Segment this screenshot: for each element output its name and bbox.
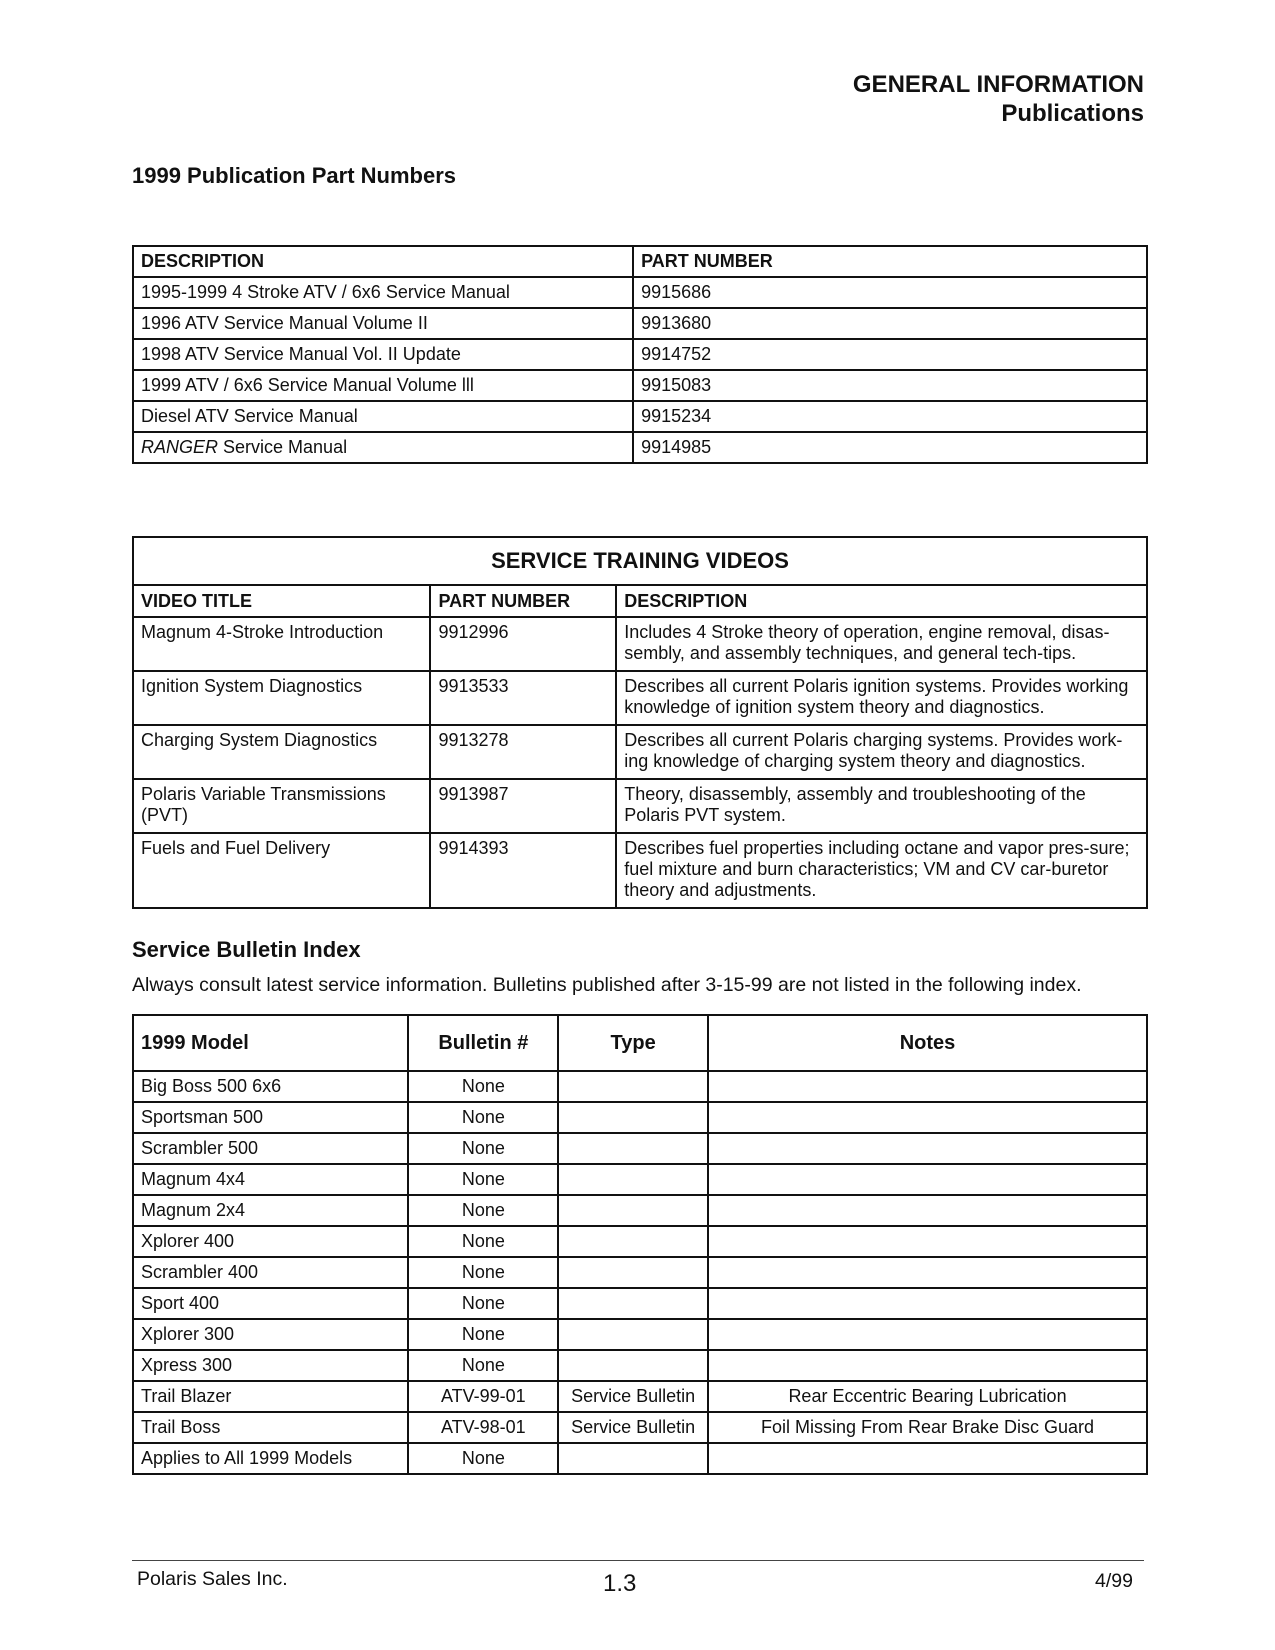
column-header-notes: Notes <box>708 1015 1147 1071</box>
video-part-number: 9913987 <box>430 779 616 833</box>
table-row <box>133 1412 1147 1443</box>
table-row <box>133 833 1147 908</box>
bulletin-number: None <box>408 1164 558 1195</box>
video-title: Charging System Diagnostics <box>133 725 430 779</box>
table-row <box>133 308 1147 339</box>
bulletin-type <box>558 1102 708 1133</box>
bulletin-model: Scrambler 400 <box>133 1257 408 1288</box>
publication-part-number: 9914752 <box>633 339 1147 370</box>
service-training-videos-table <box>132 536 1148 909</box>
bulletin-number: None <box>408 1319 558 1350</box>
video-title: Fuels and Fuel Delivery <box>133 833 430 908</box>
video-title: Polaris Variable Transmissions (PVT) <box>133 779 430 833</box>
table-row <box>133 1195 1147 1226</box>
column-header-part-number: PART NUMBER <box>633 246 1147 277</box>
table-row <box>133 432 1147 463</box>
video-description: Describes all current Polaris charging systems. Provides work-ing knowledge of charging system theory and diagnostics. <box>616 725 1147 779</box>
table-row <box>133 1164 1147 1195</box>
bulletin-number: None <box>408 1071 558 1102</box>
bulletin-model: Scrambler 500 <box>133 1133 408 1164</box>
bulletin-notes <box>708 1164 1147 1195</box>
column-header-part-number: PART NUMBER <box>430 585 616 617</box>
table-row <box>133 277 1147 308</box>
header-subtitle: Publications <box>1001 100 1144 127</box>
table-row <box>133 339 1147 370</box>
bulletin-model: Sport 400 <box>133 1288 408 1319</box>
video-description: Describes all current Polaris ignition systems. Provides working knowledge of ignition system theory and diagnostics. <box>616 671 1147 725</box>
table-row <box>133 617 1147 671</box>
table-row <box>133 1226 1147 1257</box>
table-row <box>133 1319 1147 1350</box>
table-row <box>133 1071 1147 1102</box>
bulletin-type <box>558 1071 708 1102</box>
table-header-row <box>133 246 1147 277</box>
publication-description: Diesel ATV Service Manual <box>133 401 633 432</box>
video-description: Theory, disassembly, assembly and troubleshooting of the Polaris PVT system. <box>616 779 1147 833</box>
bulletin-notes <box>708 1350 1147 1381</box>
bulletin-type <box>558 1350 708 1381</box>
bulletin-number: None <box>408 1102 558 1133</box>
bulletin-type <box>558 1257 708 1288</box>
bulletin-model: Magnum 2x4 <box>133 1195 408 1226</box>
bulletin-notes <box>708 1226 1147 1257</box>
footer-divider <box>132 1560 1144 1561</box>
publication-part-number: 9915686 <box>633 277 1147 308</box>
publication-part-number: 9913680 <box>633 308 1147 339</box>
column-header-description: DESCRIPTION <box>133 246 633 277</box>
video-description: Includes 4 Stroke theory of operation, engine removal, disas-sembly, and assembly techniques, and general tech-tips. <box>616 617 1147 671</box>
bulletin-type: Service Bulletin <box>558 1412 708 1443</box>
bulletin-notes <box>708 1443 1147 1474</box>
bulletin-number: ATV-99-01 <box>408 1381 558 1412</box>
video-part-number: 9912996 <box>430 617 616 671</box>
bulletin-model: Xpress 300 <box>133 1350 408 1381</box>
table-header-row <box>133 1015 1147 1071</box>
bulletin-model: Sportsman 500 <box>133 1102 408 1133</box>
bulletin-type <box>558 1226 708 1257</box>
videos-table-caption: SERVICE TRAINING VIDEOS <box>133 537 1147 585</box>
bulletin-notes <box>708 1319 1147 1350</box>
bulletin-notes <box>708 1288 1147 1319</box>
bulletin-number: None <box>408 1226 558 1257</box>
bulletin-model: Big Boss 500 6x6 <box>133 1071 408 1102</box>
bulletin-section-title: Service Bulletin Index <box>132 937 361 962</box>
table-row <box>133 1443 1147 1474</box>
video-description: Describes fuel properties including octane and vapor pres-sure; fuel mixture and burn characteristics; VM and CV car-buretor theory and adjustments. <box>616 833 1147 908</box>
header-title: GENERAL INFORMATION <box>852 71 1144 98</box>
bulletin-notes <box>708 1195 1147 1226</box>
publication-description-italic: RANGER <box>141 437 219 457</box>
table-header-row <box>133 585 1147 617</box>
publications-section-title: 1999 Publication Part Numbers <box>132 163 456 188</box>
footer-page-number: 1.3 <box>603 1570 637 1597</box>
service-bulletin-index-table <box>132 1014 1148 1475</box>
bulletin-model: Trail Blazer <box>133 1381 408 1412</box>
column-header-description: DESCRIPTION <box>616 585 1147 617</box>
bulletin-number: None <box>408 1288 558 1319</box>
publication-description: 1996 ATV Service Manual Volume II <box>133 308 633 339</box>
bulletin-intro-text: Always consult latest service information. Bulletins published after 3-15-99 are not listed in the following index. <box>132 974 1082 996</box>
bulletin-model: Xplorer 400 <box>133 1226 408 1257</box>
table-row <box>133 370 1147 401</box>
bulletin-number: None <box>408 1443 558 1474</box>
column-header-type: Type <box>558 1015 708 1071</box>
footer-company: Polaris Sales Inc. <box>137 1568 288 1590</box>
table-caption-row <box>133 537 1147 585</box>
table-row <box>133 1350 1147 1381</box>
publication-part-numbers-table <box>132 245 1148 464</box>
bulletin-notes <box>708 1071 1147 1102</box>
table-row <box>133 1288 1147 1319</box>
bulletin-model: Magnum 4x4 <box>133 1164 408 1195</box>
video-part-number: 9913278 <box>430 725 616 779</box>
bulletin-type: Service Bulletin <box>558 1381 708 1412</box>
publication-description: 1999 ATV / 6x6 Service Manual Volume lll <box>133 370 633 401</box>
footer-date: 4/99 <box>1095 1570 1133 1592</box>
video-part-number: 9914393 <box>430 833 616 908</box>
publication-description: 1995-1999 4 Stroke ATV / 6x6 Service Manual <box>133 277 633 308</box>
video-title: Ignition System Diagnostics <box>133 671 430 725</box>
table-row <box>133 725 1147 779</box>
bulletin-number: None <box>408 1195 558 1226</box>
bulletin-type <box>558 1319 708 1350</box>
bulletin-notes: Foil Missing From Rear Brake Disc Guard <box>708 1412 1147 1443</box>
publication-part-number: 9915234 <box>633 401 1147 432</box>
table-row <box>133 1257 1147 1288</box>
bulletin-number: ATV-98-01 <box>408 1412 558 1443</box>
column-header-video-title: VIDEO TITLE <box>133 585 430 617</box>
bulletin-notes <box>708 1257 1147 1288</box>
table-row <box>133 1133 1147 1164</box>
publication-description: 1998 ATV Service Manual Vol. II Update <box>133 339 633 370</box>
table-row <box>133 779 1147 833</box>
bulletin-notes <box>708 1102 1147 1133</box>
publication-description-rest: Service Manual <box>218 437 348 457</box>
bulletin-model: Trail Boss <box>133 1412 408 1443</box>
table-row <box>133 1381 1147 1412</box>
table-row <box>133 401 1147 432</box>
publication-part-number: 9914985 <box>633 432 1147 463</box>
bulletin-notes <box>708 1133 1147 1164</box>
column-header-model: 1999 Model <box>133 1015 408 1071</box>
table-row <box>133 671 1147 725</box>
column-header-bulletin-number: Bulletin # <box>408 1015 558 1071</box>
bulletin-number: None <box>408 1133 558 1164</box>
table-row <box>133 1102 1147 1133</box>
bulletin-notes: Rear Eccentric Bearing Lubrication <box>708 1381 1147 1412</box>
video-title: Magnum 4-Stroke Introduction <box>133 617 430 671</box>
bulletin-type <box>558 1288 708 1319</box>
bulletin-type <box>558 1164 708 1195</box>
bulletin-number: None <box>408 1350 558 1381</box>
publication-part-number: 9915083 <box>633 370 1147 401</box>
publication-description <box>133 432 633 463</box>
bulletin-model: Xplorer 300 <box>133 1319 408 1350</box>
bulletin-type <box>558 1443 708 1474</box>
bulletin-model: Applies to All 1999 Models <box>133 1443 408 1474</box>
bulletin-type <box>558 1133 708 1164</box>
video-part-number: 9913533 <box>430 671 616 725</box>
bulletin-number: None <box>408 1257 558 1288</box>
bulletin-type <box>558 1195 708 1226</box>
